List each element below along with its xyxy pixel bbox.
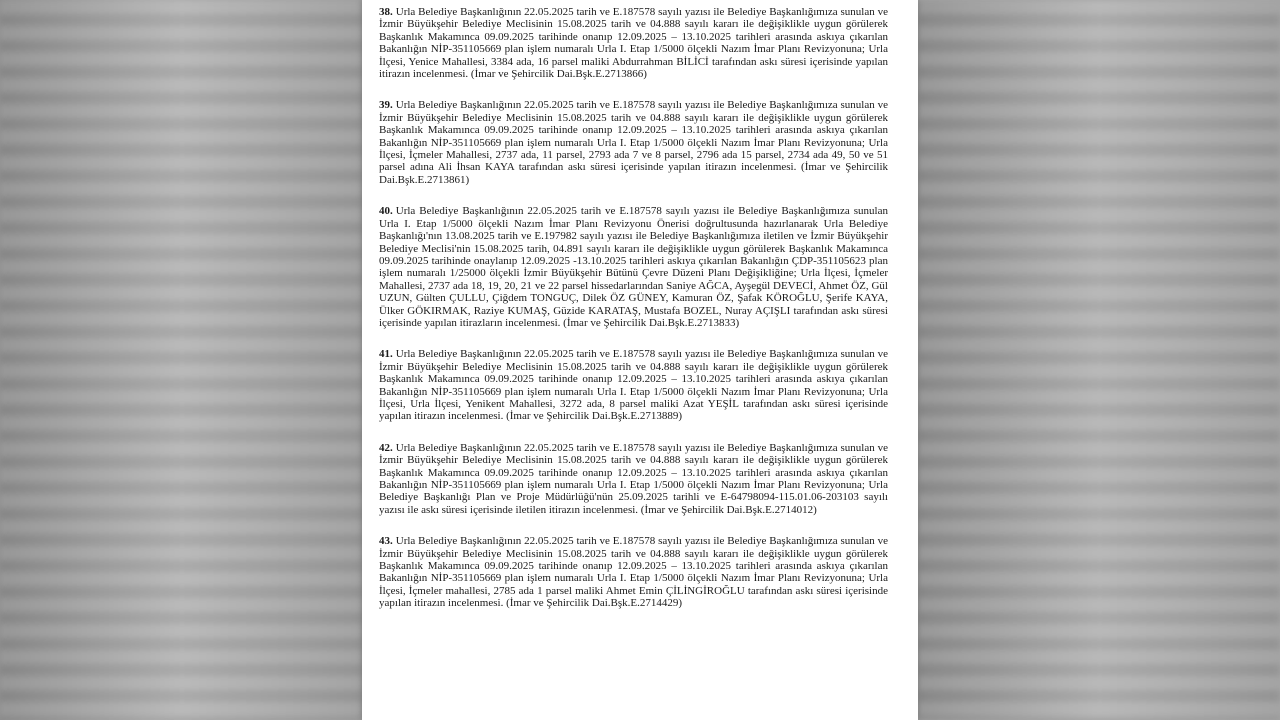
item-text: Urla Belediye Başkanlığının 22.05.2025 tarih ve E.187578 sayılı yazısı ile Belediye Başkanlığımıza sunulan ve İzmir Büyükşehir Belediye Meclisinin 15.08.2025 tarih ve 04.888 sayılı kararı ile değişiklikle uygun görülerek Başkanlık Makamınca 09.09.2025 tarihinde onanıp 12.09.2025 – 13.10.2025 tarihleri arasında askıya çıkarılan Bakanlığın NİP-351105669 plan işlem numaralı Urla I. Etap 1/5000 ölçekli Nazım İmar Planı Revizyonuna; Urla İlçesi, İçmeler Mahallesi, 2737 ada, 11 parsel, 2793 ada 7 ve 8 parsel, 2796 ada 15 parsel, 2734 ada 49, 50 ve 51 parsel adına Ali İhsan KAYA tarafından askı süresi içerisinde yapılan itirazın incelenmesi. (İmar ve Şehircilik Dai.Bşk.E.2713861)	[379, 99, 888, 186]
item-text: Urla Belediye Başkanlığının 22.05.2025 tarih ve E.187578 sayılı yazısı ile Belediye Başkanlığımıza sunulan ve İzmir Büyükşehir Belediye Meclisinin 15.08.2025 tarih ve 04.888 sayılı kararı ile değişiklikle uygun görülerek Başkanlık Makamınca 09.09.2025 tarihinde onanıp 12.09.2025 – 13.10.2025 tarihleri arasında askıya çıkarılan Bakanlığın NİP-351105669 plan işlem numaralı Urla I. Etap 1/5000 ölçekli Nazım İmar Planı Revizyonuna; Urla İlçesi, Urla İlçesi, Yenikent Mahallesi, 3272 ada, 8 parsel maliki Azat YEŞİL tarafından askı süresi içerisinde yapılan itirazın incelenmesi. (İmar ve Şehircilik Dai.Bşk.E.2713889)	[379, 348, 888, 423]
agenda-item-41	[379, 348, 888, 422]
item-text: Urla Belediye Başkanlığının 22.05.2025 tarih ve E.187578 sayılı yazısı ile Belediye Başkanlığımıza sunulan ve İzmir Büyükşehir Belediye Meclisinin 15.08.2025 tarih ve 04.888 sayılı kararı ile değişiklikle uygun görülerek Başkanlık Makamınca 09.09.2025 tarihinde onanıp 12.09.2025 – 13.10.2025 tarihleri arasında askıya çıkarılan Bakanlığın NİP-351105669 plan işlem numaralı Urla I. Etap 1/5000 ölçekli Nazım İmar Planı Revizyonuna; Urla Belediye Başkanlığı Plan ve Proje Müdürlüğü'nün 25.09.2025 tarihli ve E-64798094-115.01.06-203103 sayılı yazısı ile askı süresi içerisinde iletilen itirazın incelenmesi. (İmar ve Şehircilik Dai.Bşk.E.2714012)	[379, 441, 888, 516]
item-number: 40.	[379, 205, 393, 218]
agenda-item-39	[379, 99, 888, 186]
item-text: Urla Belediye Başkanlığının 22.05.2025 tarih ve E.187578 sayılı yazısı ile Belediye Başkanlığımıza sunulan ve İzmir Büyükşehir Belediye Meclisinin 15.08.2025 tarih ve 04.888 sayılı kararı ile değişiklikle uygun görülerek Başkanlık Makamınca 09.09.2025 tarihinde onanıp 12.09.2025 – 13.10.2025 tarihleri arasında askıya çıkarılan Bakanlığın NİP-351105669 plan işlem numaralı Urla I. Etap 1/5000 ölçekli Nazım İmar Planı Revizyonuna; Urla İlçesi, Yenice Mahallesi, 3384 ada, 16 parsel maliki Abdurrahman BİLİCİ tarafından askı süresi içerisinde yapılan itirazın incelenmesi. (İmar ve Şehircilik Dai.Bşk.E.2713866)	[379, 6, 888, 81]
item-number: 43.	[379, 535, 393, 548]
agenda-item-43	[379, 535, 888, 609]
item-number: 42.	[379, 441, 393, 454]
agenda-item-42	[379, 442, 888, 516]
agenda-item-40	[379, 205, 888, 329]
blurred-background-left	[0, 0, 362, 720]
item-number: 41.	[379, 348, 393, 361]
agenda-item-38	[379, 6, 888, 80]
item-text: Urla Belediye Başkanlığının 22.05.2025 tarih ve E.187578 sayılı yazısı ile Belediye Başkanlığımıza sunulan Urla I. Etap 1/5000 ölçekli Nazım İmar Planı Revizyonu Önerisi doğrultusunda hazırlanarak Urla Belediye Başkanlığı'nın 13.08.2025 tarih ve E.197982 sayılı yazısı ile Belediye Başkanlığımıza iletilen ve İzmir Büyükşehir Belediye Meclisi'nin 15.08.2025 tarih, 04.891 sayılı kararı ile değişiklikle uygun görülerek Başkanlık Makamınca 09.09.2025 tarihinde onaylanıp 12.09.2025 -13.10.2025 tarihleri askıya çıkarılan Bakanlığın ÇDP-351105623 plan işlem numaralı 1/25000 ölçekli İzmir Büyükşehir Bütünü Çevre Düzeni Planı Değişikliğine; Urla İlçesi, İçmeler Mahallesi, 2737 ada 18, 19, 20, 21 ve 22 parsel hissedarlarından Saniye AĞCA, Ayşegül DEVECİ, Ahmet ÖZ, Gül UZUN, Gülten ÇULLU, Çiğdem TONGUÇ, Dilek ÖZ GÜNEY, Kamuran ÖZ, Şafak KÖROĞLU, Şerife KAYA, Ülker GÖKIRMAK, Raziye KUMAŞ, Güzide KARATAŞ, Mustafa BOZEL, Nuray AÇIŞLI tarafından askı süresi içerisinde yapılan itirazların incelenmesi. (İmar ve Şehircilik Dai.Bşk.E.2713833)	[379, 205, 888, 329]
item-text: Urla Belediye Başkanlığının 22.05.2025 tarih ve E.187578 sayılı yazısı ile Belediye Başkanlığımıza sunulan ve İzmir Büyükşehir Belediye Meclisinin 15.08.2025 tarih ve 04.888 sayılı kararı ile değişiklikle uygun görülerek Başkanlık Makamınca 09.09.2025 tarihinde onanıp 12.09.2025 – 13.10.2025 tarihleri arasında askıya çıkarılan Bakanlığın NİP-351105669 plan işlem numaralı Urla I. Etap 1/5000 ölçekli Nazım İmar Planı Revizyonuna; Urla İlçesi, İçmeler mahallesi, 2785 ada 1 parsel maliki Ahmet Emin ÇİLİNGİROĞLU tarafından askı süresi içerisinde yapılan itirazın incelenmesi. (İmar ve Şehircilik Dai.Bşk.E.2714429)	[379, 535, 888, 610]
blurred-background-right	[918, 0, 1280, 720]
agenda-items	[379, 6, 888, 629]
item-number: 39.	[379, 99, 393, 112]
item-number: 38.	[379, 6, 393, 18]
document-page	[362, 0, 918, 720]
